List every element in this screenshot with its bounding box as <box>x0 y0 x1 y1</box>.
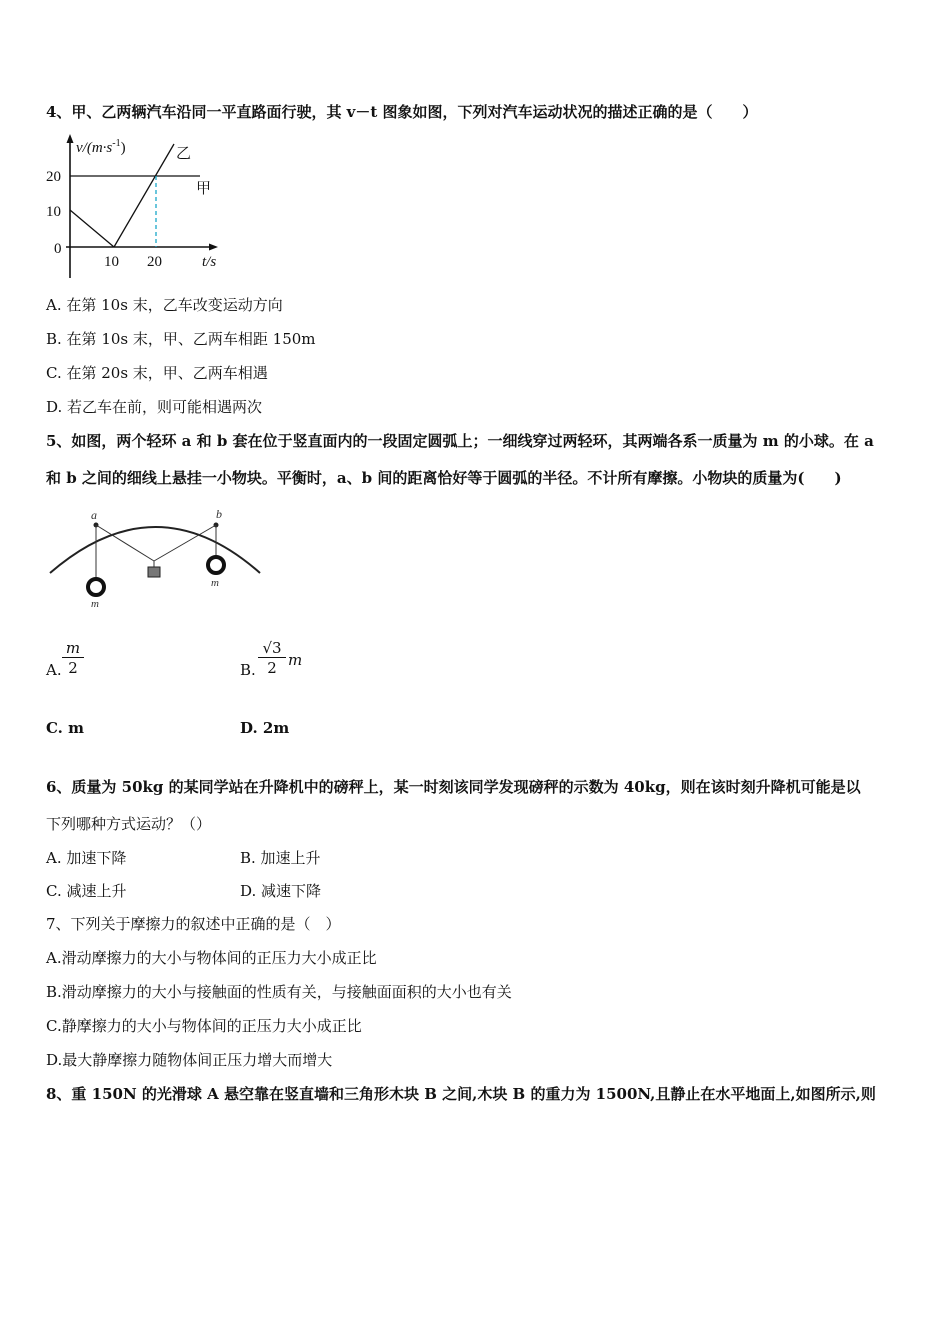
q6-option-a: A. 加速下降 <box>46 849 127 867</box>
x-tick-10: 10 <box>104 254 119 270</box>
arc-rings-figure <box>44 505 268 615</box>
circular-arc <box>50 527 260 573</box>
y-tick-0: 0 <box>54 241 62 257</box>
series-yi-line-descend <box>70 210 114 247</box>
question-8-stem: 8、重 150N 的光滑球 A 悬空靠在竖直墙和三角形木块 B 之间,木块 B 的重力为 1500N,且静止在水平地面上,如图所示,则 <box>46 1085 876 1103</box>
ball-left <box>88 579 104 595</box>
y-tick-20: 20 <box>46 169 61 185</box>
q7-option-b: B.滑动摩擦力的大小与接触面的性质有关，与接触面面积的大小也有关 <box>46 983 512 1001</box>
ball-right <box>208 557 224 573</box>
label-m-left: m <box>91 598 99 610</box>
hanging-block <box>148 567 160 577</box>
q4-option-c: C. 在第 20s 末，甲、乙两车相遇 <box>46 364 268 382</box>
q5-option-c: C. m <box>46 719 84 737</box>
q5-option-b-denominator: 2 <box>267 659 277 677</box>
label-m-right: m <box>211 577 219 589</box>
question-4-stem: 4、甲、乙两辆汽车沿同一平直路面行驶，其 v－t 图象如图，下列对汽车运动状况的描述正确的是（ ） <box>46 103 758 121</box>
series-yi-line-ascend <box>114 144 174 247</box>
q5-option-b-suffix: m <box>288 651 303 669</box>
label-b: b <box>216 507 222 521</box>
q5-option-a-label: A. <box>46 661 62 679</box>
q5-option-a-fraction <box>62 639 84 678</box>
question-6-stem-line1: 6、质量为 50kg 的某同学站在升降机中的磅秤上，某一时刻该同学发现磅秤的示数为 40kg，则在该时刻升降机可能是以 <box>46 778 861 796</box>
y-axis-label: $v/(m\cdot s^{-1})$ <box>76 138 126 156</box>
x-axis-label: t/s <box>202 254 217 270</box>
q4-option-b: B. 在第 10s 末，甲、乙两车相距 150m <box>46 330 316 348</box>
q5-option-a-numerator: m <box>65 639 81 657</box>
question-7-stem: 7、下列关于摩擦力的叙述中正确的是（ ） <box>46 915 341 933</box>
x-axis-arrow <box>209 244 218 251</box>
vt-graph <box>40 130 240 280</box>
y-axis-arrow <box>67 134 74 143</box>
q7-option-c: C.静摩擦力的大小与物体间的正压力大小成正比 <box>46 1017 362 1035</box>
series-yi-label: 乙 <box>176 146 192 162</box>
series-jia-label: 甲 <box>196 181 212 197</box>
q7-option-d: D.最大静摩擦力随物体间正压力增大而增大 <box>46 1051 333 1069</box>
q6-option-b: B. 加速上升 <box>240 849 321 867</box>
question-5-stem-line1: 5、如图，两个轻环 a 和 b 套在位于竖直面内的一段固定圆弧上；一细线穿过两轻环，其两端各系一质量为 m 的小球。在 a <box>46 432 874 450</box>
q5-option-b-label: B. <box>240 661 256 679</box>
q4-option-d: D. 若乙车在前，则可能相遇两次 <box>46 398 263 416</box>
label-a: a <box>91 508 97 522</box>
q5-option-a-denominator: 2 <box>68 659 78 677</box>
q6-option-d: D. 减速下降 <box>240 882 322 900</box>
question-6-stem-line2: 下列哪种方式运动？（） <box>46 815 212 833</box>
question-5-stem-line2: 和 b 之间的细线上悬挂一小物块。平衡时，a、b 间的距离恰好等于圆弧的半径。不计所有摩擦。小物块的质量为( ) <box>46 469 842 487</box>
q7-option-a: A.滑动摩擦力的大小与物体间的正压力大小成正比 <box>46 949 377 967</box>
q5-option-d: D. 2m <box>240 719 290 737</box>
q6-option-c: C. 减速上升 <box>46 882 127 900</box>
q4-option-a: A. 在第 10s 末，乙车改变运动方向 <box>46 296 283 314</box>
q5-option-b-numerator: √3 <box>262 639 282 657</box>
x-tick-20: 20 <box>147 254 162 270</box>
y-tick-10: 10 <box>46 204 61 220</box>
q5-option-b-fraction <box>258 639 286 678</box>
